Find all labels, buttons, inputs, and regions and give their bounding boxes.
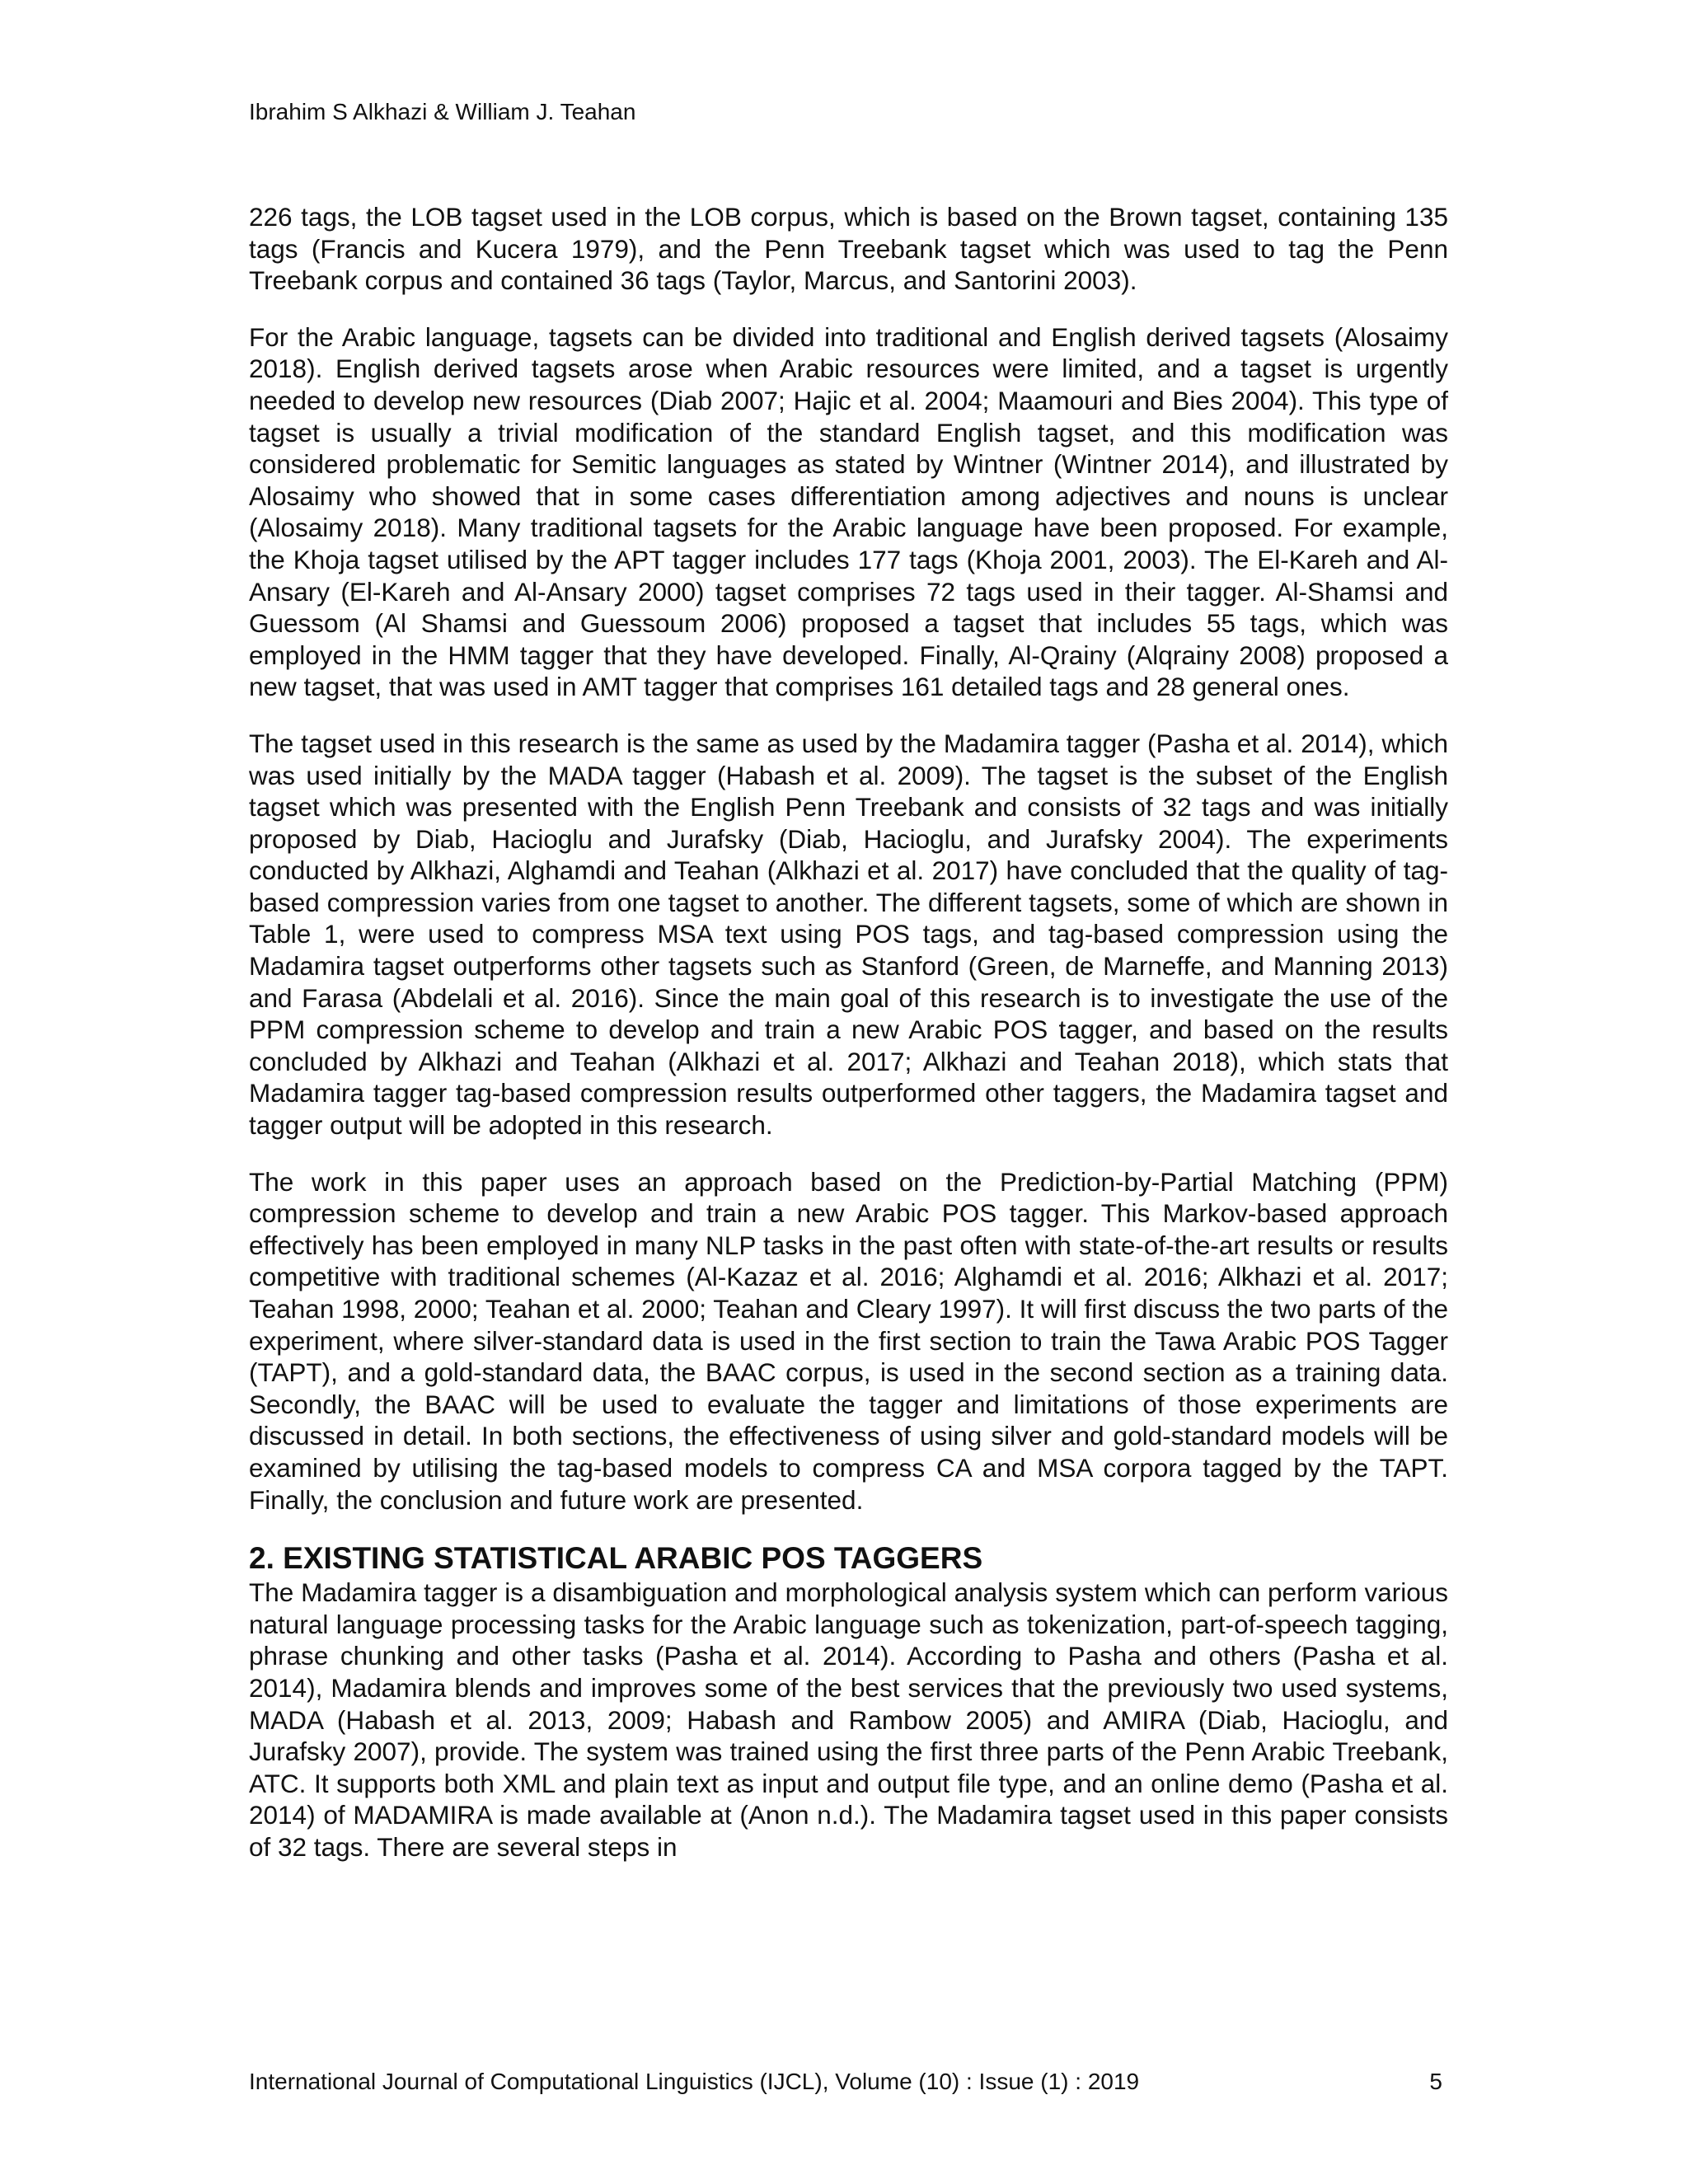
paragraph-madamira-tagger: The Madamira tagger is a disambiguation and morphological analysis system which can perform various natural language processing tasks for the Arabic language such as tokenization, part-of-speech tagging, phrase chunking and other tasks (Pasha et al. 2014). According to Pasha and others (Pasha et al. 2014), Madamira blends and improves some of the best services that the previously two used systems, MADA (Habash et al. 2013, 2009; Habash and Rambow 2005) and AMIRA (Diab, Hacioglu, and Jurafsky 2007), provide. The system was trained using the first three parts of the Penn Arabic Treebank, ATC. It supports both XML and plain text as input and output file type, and an online demo (Pasha et al. 2014) of MADAMIRA is made available at (Anon n.d.). The Madamira tagset used in this paper consists of 32 tags. There are several steps in (249, 1577, 1448, 1862)
footer-journal-citation: International Journal of Computational Linguistics (IJCL), Volume (10) : Issue (1) : 2019 (249, 2069, 1140, 2094)
paragraph-ppm-approach: The work in this paper uses an approach based on the Prediction-by-Partial Matching (PPM) compression scheme to develop and train a new Arabic POS tagger. This Markov-based approach effectively has been employed in many NLP tasks in the past often with state-of-the-art results or results competitive with traditional schemes (Al-Kazaz et al. 2016; Alghamdi et al. 2016; Alkhazi et al. 2017; Teahan 1998, 2000; Teahan et al. 2000; Teahan and Cleary 1997). It will first discuss the two parts of the experiment, where silver-standard data is used in the first section to train the Tawa Arabic POS Tagger (TAPT), and a gold-standard data, the BAAC corpus, is used in the second section as a training data. Secondly, the BAAC will be used to evaluate the tagger and limitations of those experiments are discussed in detail. In both sections, the effectiveness of using silver and gold-standard models will be examined by utilising the tag-based models to compress CA and MSA corpora tagged by the TAPT. Finally, the conclusion and future work are presented. (249, 1166, 1448, 1515)
paragraph-madamira-tagset: The tagset used in this research is the same as used by the Madamira tagger (Pasha et al. 2014), which was used initially by the MADA tagger (Habash et al. 2009). The tagset is the subset of the English tagset which was presented with the English Penn Treebank and consists of 32 tags and was initially proposed by Diab, Hacioglu and Jurafsky (Diab, Hacioglu, and Jurafsky 2004). The experiments conducted by Alkhazi, Alghamdi and Teahan (Alkhazi et al. 2017) have concluded that the quality of tag-based compression varies from one tagset to another. The different tagsets, some of which are shown in Table 1, were used to compress MSA text using POS tags, and tag-based compression using the Madamira tagset outperforms other tagsets such as Stanford (Green, de Marneffe, and Manning 2013) and Farasa (Abdelali et al. 2016). Since the main goal of this research is to investigate the use of the PPM compression scheme to develop and train a new Arabic POS tagger, and based on the results concluded by Alkhazi and Teahan (Alkhazi et al. 2017; Alkhazi and Teahan 2018), which stats that Madamira tagger tag-based compression results outperformed other taggers, the Madamira tagset and tagger output will be adopted in this research. (249, 728, 1448, 1141)
section-heading: 2. EXISTING STATISTICAL ARABIC POS TAGGERS (249, 1541, 983, 1576)
page-number: 5 (1429, 2069, 1442, 2094)
paragraph-arabic-tagsets: For the Arabic language, tagsets can be divided into traditional and English derived tagsets (Alosaimy 2018). English derived tagsets arose when Arabic resources were limited, and a tagset is urgently needed to develop new resources (Diab 2007; Hajic et al. 2004; Maamouri and Bies 2004). This type of tagset is usually a trivial modification of the standard English tagset, and this modification was considered problematic for Semitic languages as stated by Wintner (Wintner 2014), and illustrated by Alosaimy who showed that in some cases differentiation among adjectives and nouns is unclear (Alosaimy 2018). Many traditional tagsets for the Arabic language have been proposed. For example, the Khoja tagset utilised by the APT tagger includes 177 tags (Khoja 2001, 2003). The El-Kareh and Al-Ansary (El-Kareh and Al-Ansary 2000) tagset comprises 72 tags used in their tagger. Al-Shamsi and Guessom (Al Shamsi and Guessoum 2006) proposed a tagset that includes 55 tags, which was employed in the HMM tagger that they have developed. Finally, Al-Qrainy (Alqrainy 2008) proposed a new tagset, that was used in AMT tagger that comprises 161 detailed tags and 28 general ones. (249, 321, 1448, 702)
running-header-authors: Ibrahim S Alkhazi & William J. Teahan (249, 99, 636, 124)
paragraph-tagsets-overview: 226 tags, the LOB tagset used in the LOB corpus, which is based on the Brown tagset, containing 135 tags (Francis and Kucera 1979), and the Penn Treebank tagset which was used to tag the Penn Treebank corpus and contained 36 tags (Taylor, Marcus, and Santorini 2003). (249, 202, 1448, 296)
main-content (249, 201, 1448, 1888)
